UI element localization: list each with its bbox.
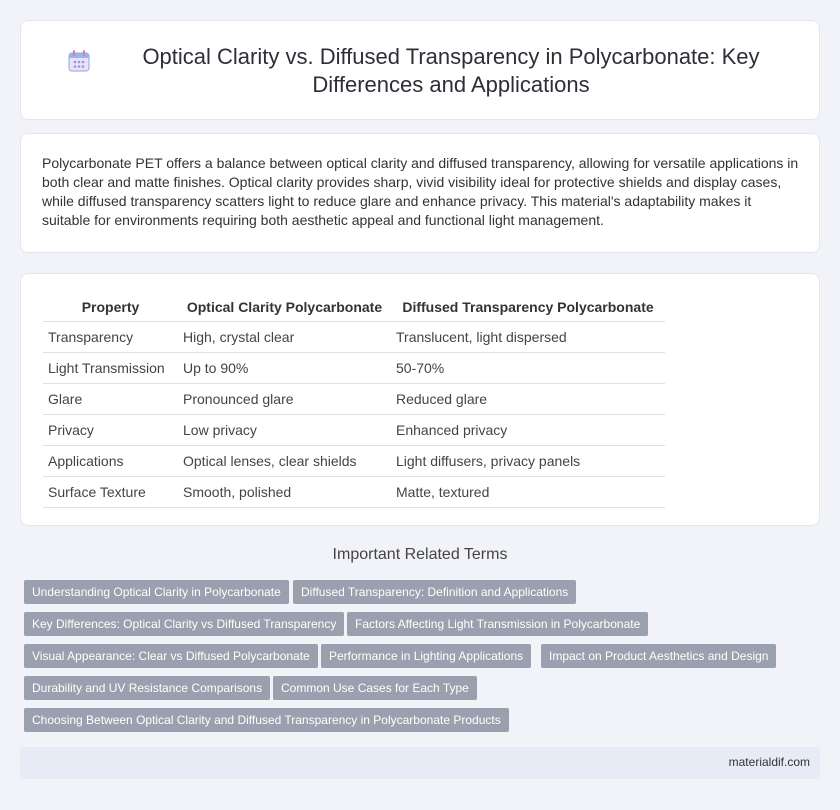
page-title: Optical Clarity vs. Diffused Transparency in Polycarbonate: Key Differences and Applications [142, 44, 760, 97]
related-term-tag[interactable]: Visual Appearance: Clear vs Diffused Polycarbonate [24, 644, 318, 668]
table-row [43, 352, 665, 383]
related-term-tag[interactable]: Choosing Between Optical Clarity and Diffused Transparency in Polycarbonate Products [24, 708, 509, 732]
column-header: Property [43, 293, 178, 321]
table-cell: Reduced glare [391, 383, 665, 414]
related-term-tag[interactable]: Common Use Cases for Each Type [273, 676, 477, 700]
related-term-tag[interactable]: Key Differences: Optical Clarity vs Diffused Transparency [24, 612, 344, 636]
table-cell: Translucent, light dispersed [391, 321, 665, 352]
table-cell: Surface Texture [43, 476, 178, 507]
table-header-row [43, 293, 665, 321]
table-row [43, 321, 665, 352]
table-cell: Up to 90% [178, 352, 391, 383]
footer-site-name[interactable]: materialdif.com [728, 755, 810, 769]
intro-paragraph: Polycarbonate PET offers a balance between optical clarity and diffused transparency, allowing for versatile applications in both clear and matte finishes. Optical clarity provides sharp, vivid visibility ideal for protective shields and display cases, while diffused transparency scatters light to reduce glare and enhance privacy. This material's adaptability makes it suitable for environments requiring both aesthetic appeal and functional light management. [42, 155, 799, 228]
related-term-tag[interactable]: Understanding Optical Clarity in Polycarbonate [24, 580, 289, 604]
table-row [43, 383, 665, 414]
comparison-table [43, 293, 665, 508]
related-term-tag[interactable]: Performance in Lighting Applications [321, 644, 531, 668]
footer [20, 747, 820, 779]
related-term-tag[interactable]: Diffused Transparency: Definition and Applications [293, 580, 576, 604]
table-cell: Low privacy [178, 414, 391, 445]
table-cell: High, crystal clear [178, 321, 391, 352]
related-term-tag[interactable]: Factors Affecting Light Transmission in Polycarbonate [347, 612, 648, 636]
table-cell: Privacy [43, 414, 178, 445]
table-row [43, 445, 665, 476]
table-row [43, 414, 665, 445]
table-cell: Smooth, polished [178, 476, 391, 507]
calendar-icon [66, 48, 92, 74]
table-cell: Light diffusers, privacy panels [391, 445, 665, 476]
table-cell: Enhanced privacy [391, 414, 665, 445]
related-terms-title: Important Related Terms [332, 546, 508, 563]
table-cell: Applications [43, 445, 178, 476]
column-header: Diffused Transparency Polycarbonate [391, 293, 665, 321]
table-row [43, 476, 665, 507]
table-cell: Matte, textured [391, 476, 665, 507]
table-cell: Glare [43, 383, 178, 414]
table-cell: Transparency [43, 321, 178, 352]
header-card [20, 20, 820, 120]
table-cell: Pronounced glare [178, 383, 391, 414]
table-cell: 50-70% [391, 352, 665, 383]
related-term-tag[interactable]: Impact on Product Aesthetics and Design [541, 644, 776, 668]
table-cell: Optical lenses, clear shields [178, 445, 391, 476]
column-header: Optical Clarity Polycarbonate [178, 293, 391, 321]
comparison-table-card [20, 273, 820, 526]
related-term-tag[interactable]: Durability and UV Resistance Comparisons [24, 676, 270, 700]
intro-card [20, 133, 820, 253]
table-cell: Light Transmission [43, 352, 178, 383]
